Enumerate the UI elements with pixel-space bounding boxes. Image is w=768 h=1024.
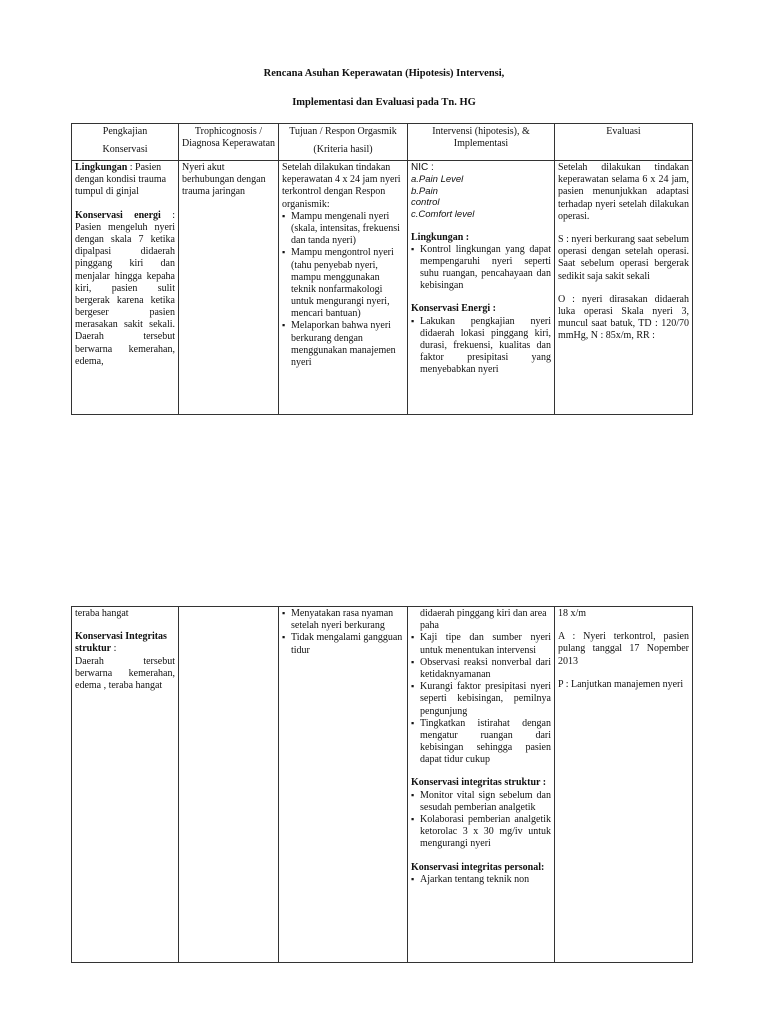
pengkajian-cell: teraba hangat Konservasi Integritas struktur : Daerah tersebut berwarna kemerahan, edema , teraba hangat <box>72 607 179 963</box>
list-item: ▪ Kolaborasi pemberian analgetik ketorolac 3 x 30 mg/iv untuk mengurangi nyeri <box>411 814 551 851</box>
pengkajian-cell: Lingkungan : Pasien dengan kondisi trauma tumpul di ginjal Konservasi energi : Pasien mengeluh nyeri dengan skala 7 ketika dipalpasi didaerah pinggang kiri dan menjalar hingga kepaha kiri, pasien sulit bergerak karena ketika bergeser pasien merasakan sakit sekali. Daerah tersebut berwarna kemerahan, edema, <box>72 161 179 415</box>
document-subtitle: Implementasi dan Evaluasi pada Tn. HG <box>292 97 476 108</box>
list-item: ▪ Kaji tipe dan sumber nyeri untuk menentukan intervensi <box>411 632 551 656</box>
list-item: ▪ Monitor vital sign sebelum dan sesudah pemberian analgetik <box>411 790 551 814</box>
header-evaluasi: Evaluasi <box>555 124 693 161</box>
evaluasi-cell: 18 x/m A : Nyeri terkontrol, pasien pulang tanggal 17 Nopember 2013 P : Lanjutkan manajemen nyeri <box>555 607 693 963</box>
header-trophicognosis: Trophicognosis / Diagnosa Keperawatan <box>179 124 279 161</box>
list-item: ▪ Menyatakan rasa nyaman setelah nyeri berkurang <box>282 608 404 632</box>
tujuan-cell: Setelah dilakukan tindakan keperawatan 4 x 24 jam nyeri terkontrol dengan Respon organismik: ▪ Mampu mengenali nyeri (skala, intensitas, frekuensi dan tanda nyeri) ▪ Mampu mengontrol nyeri (tahu penyebab nyeri, mampu menggunakan teknik nonfarmakologi untuk mengurangi nyeri, mencari bantuan) ▪ Melaporkan bahwa nyeri berkurang dengan menggunakan manajemen nyeri <box>279 161 408 415</box>
header-intervensi: Intervensi (hipotesis), & Implementasi <box>408 124 555 161</box>
list-item: ▪ Observasi reaksi nonverbal dari ketidaknyamanan <box>411 657 551 681</box>
care-plan-table-page2 <box>71 606 693 963</box>
table-row <box>72 607 693 963</box>
diagnosa-cell: Nyeri akut berhubungan dengan trauma jaringan <box>179 161 279 415</box>
list-item: ▪ Mampu mengontrol nyeri (tahu penyebab nyeri, mampu menggunakan teknik nonfarmakologi untuk mengurangi nyeri, mencari bantuan) <box>282 247 404 320</box>
table-row <box>72 161 693 415</box>
diagnosa-cell <box>179 607 279 963</box>
criteria-list <box>282 211 404 369</box>
list-item: ▪ Melaporkan bahwa nyeri berkurang dengan menggunakan manajemen nyeri <box>282 320 404 369</box>
intervensi-cell: NIC : a.Pain Level b.Pain control c.Comfort level Lingkungan : ▪ Kontrol lingkungan yang dapat mempengaruhi nyeri seperti suhu ruangan, pencahayaan dan kebisingan Konservasi Energi : ▪ Lakukan pengkajian nyeri didaerah lokasi pinggang kiri, durasi, frekuensi, kualitas dan faktor presipitasi yang menyebabkan nyeri <box>408 161 555 415</box>
tujuan-cell <box>279 607 408 963</box>
list-item: ▪ Mampu mengenali nyeri (skala, intensitas, frekuensi dan tanda nyeri) <box>282 211 404 248</box>
evaluasi-cell: Setelah dilakukan tindakan keperawatan selama 6 x 24 jam, pasien menunjukkan adaptasi terhadap nyeri setelah dilakukan operasi. S : nyeri berkurang saat sebelum operasi dengan setelah operasi. Saat sebelum operasi bergerak sedikit saja sakit sekali O : nyeri dirasakan didaerah luka operasi Skala nyeri 3, muncul saat batuk, TD : 120/70 mmHg, N : 85x/m, RR : <box>555 161 693 415</box>
list-item: ▪ Ajarkan tentang teknik non <box>411 874 551 886</box>
care-plan-table-page1 <box>71 123 693 415</box>
table-header-row <box>72 124 693 161</box>
list-item: ▪ Tingkatkan istirahat dengan mengatur ruangan dari kebisingan sehingga pasien dapat tidur cukup <box>411 718 551 767</box>
document-title: Rencana Asuhan Keperawatan (Hipotesis) Intervensi, <box>263 68 505 79</box>
list-item: ▪ Kurangi faktor presipitasi nyeri seperti kebisingan, pemilnya pengunjung <box>411 681 551 718</box>
header-tujuan: Tujuan / Respon Orgasmik (Kriteria hasil) <box>279 124 408 161</box>
list-item: ▪ Lakukan pengkajian nyeri didaerah lokasi pinggang kiri, durasi, frekuensi, kualitas dan faktor presipitasi yang menyebabkan nyeri <box>411 316 551 377</box>
list-item: ▪ Tidak mengalami gangguan tidur <box>282 632 404 656</box>
header-pengkajian: Pengkajian Konservasi <box>72 124 179 161</box>
list-item: ▪ Kontrol lingkungan yang dapat mempengaruhi nyeri seperti suhu ruangan, pencahayaan dan kebisingan <box>411 244 551 293</box>
intervensi-cell: didaerah pinggang kiri dan area paha ▪ Kaji tipe dan sumber nyeri untuk menentukan intervensi ▪ Observasi reaksi nonverbal dari ketidaknyamanan ▪ Kurangi faktor presipitasi nyeri seperti kebisingan, pemilnya pengunjung ▪ Tingkatkan istirahat dengan mengatur ruangan dari kebisingan sehingga pasien dapat tidur cukup Konservasi integritas struktur : ▪ Monitor vital sign sebelum dan sesudah pemberian analgetik ▪ Kolaborasi pemberian analgetik ketorolac 3 x 30 mg/iv untuk mengurangi nyeri Konservasi integritas personal: ▪ Ajarkan tentang teknik non <box>408 607 555 963</box>
